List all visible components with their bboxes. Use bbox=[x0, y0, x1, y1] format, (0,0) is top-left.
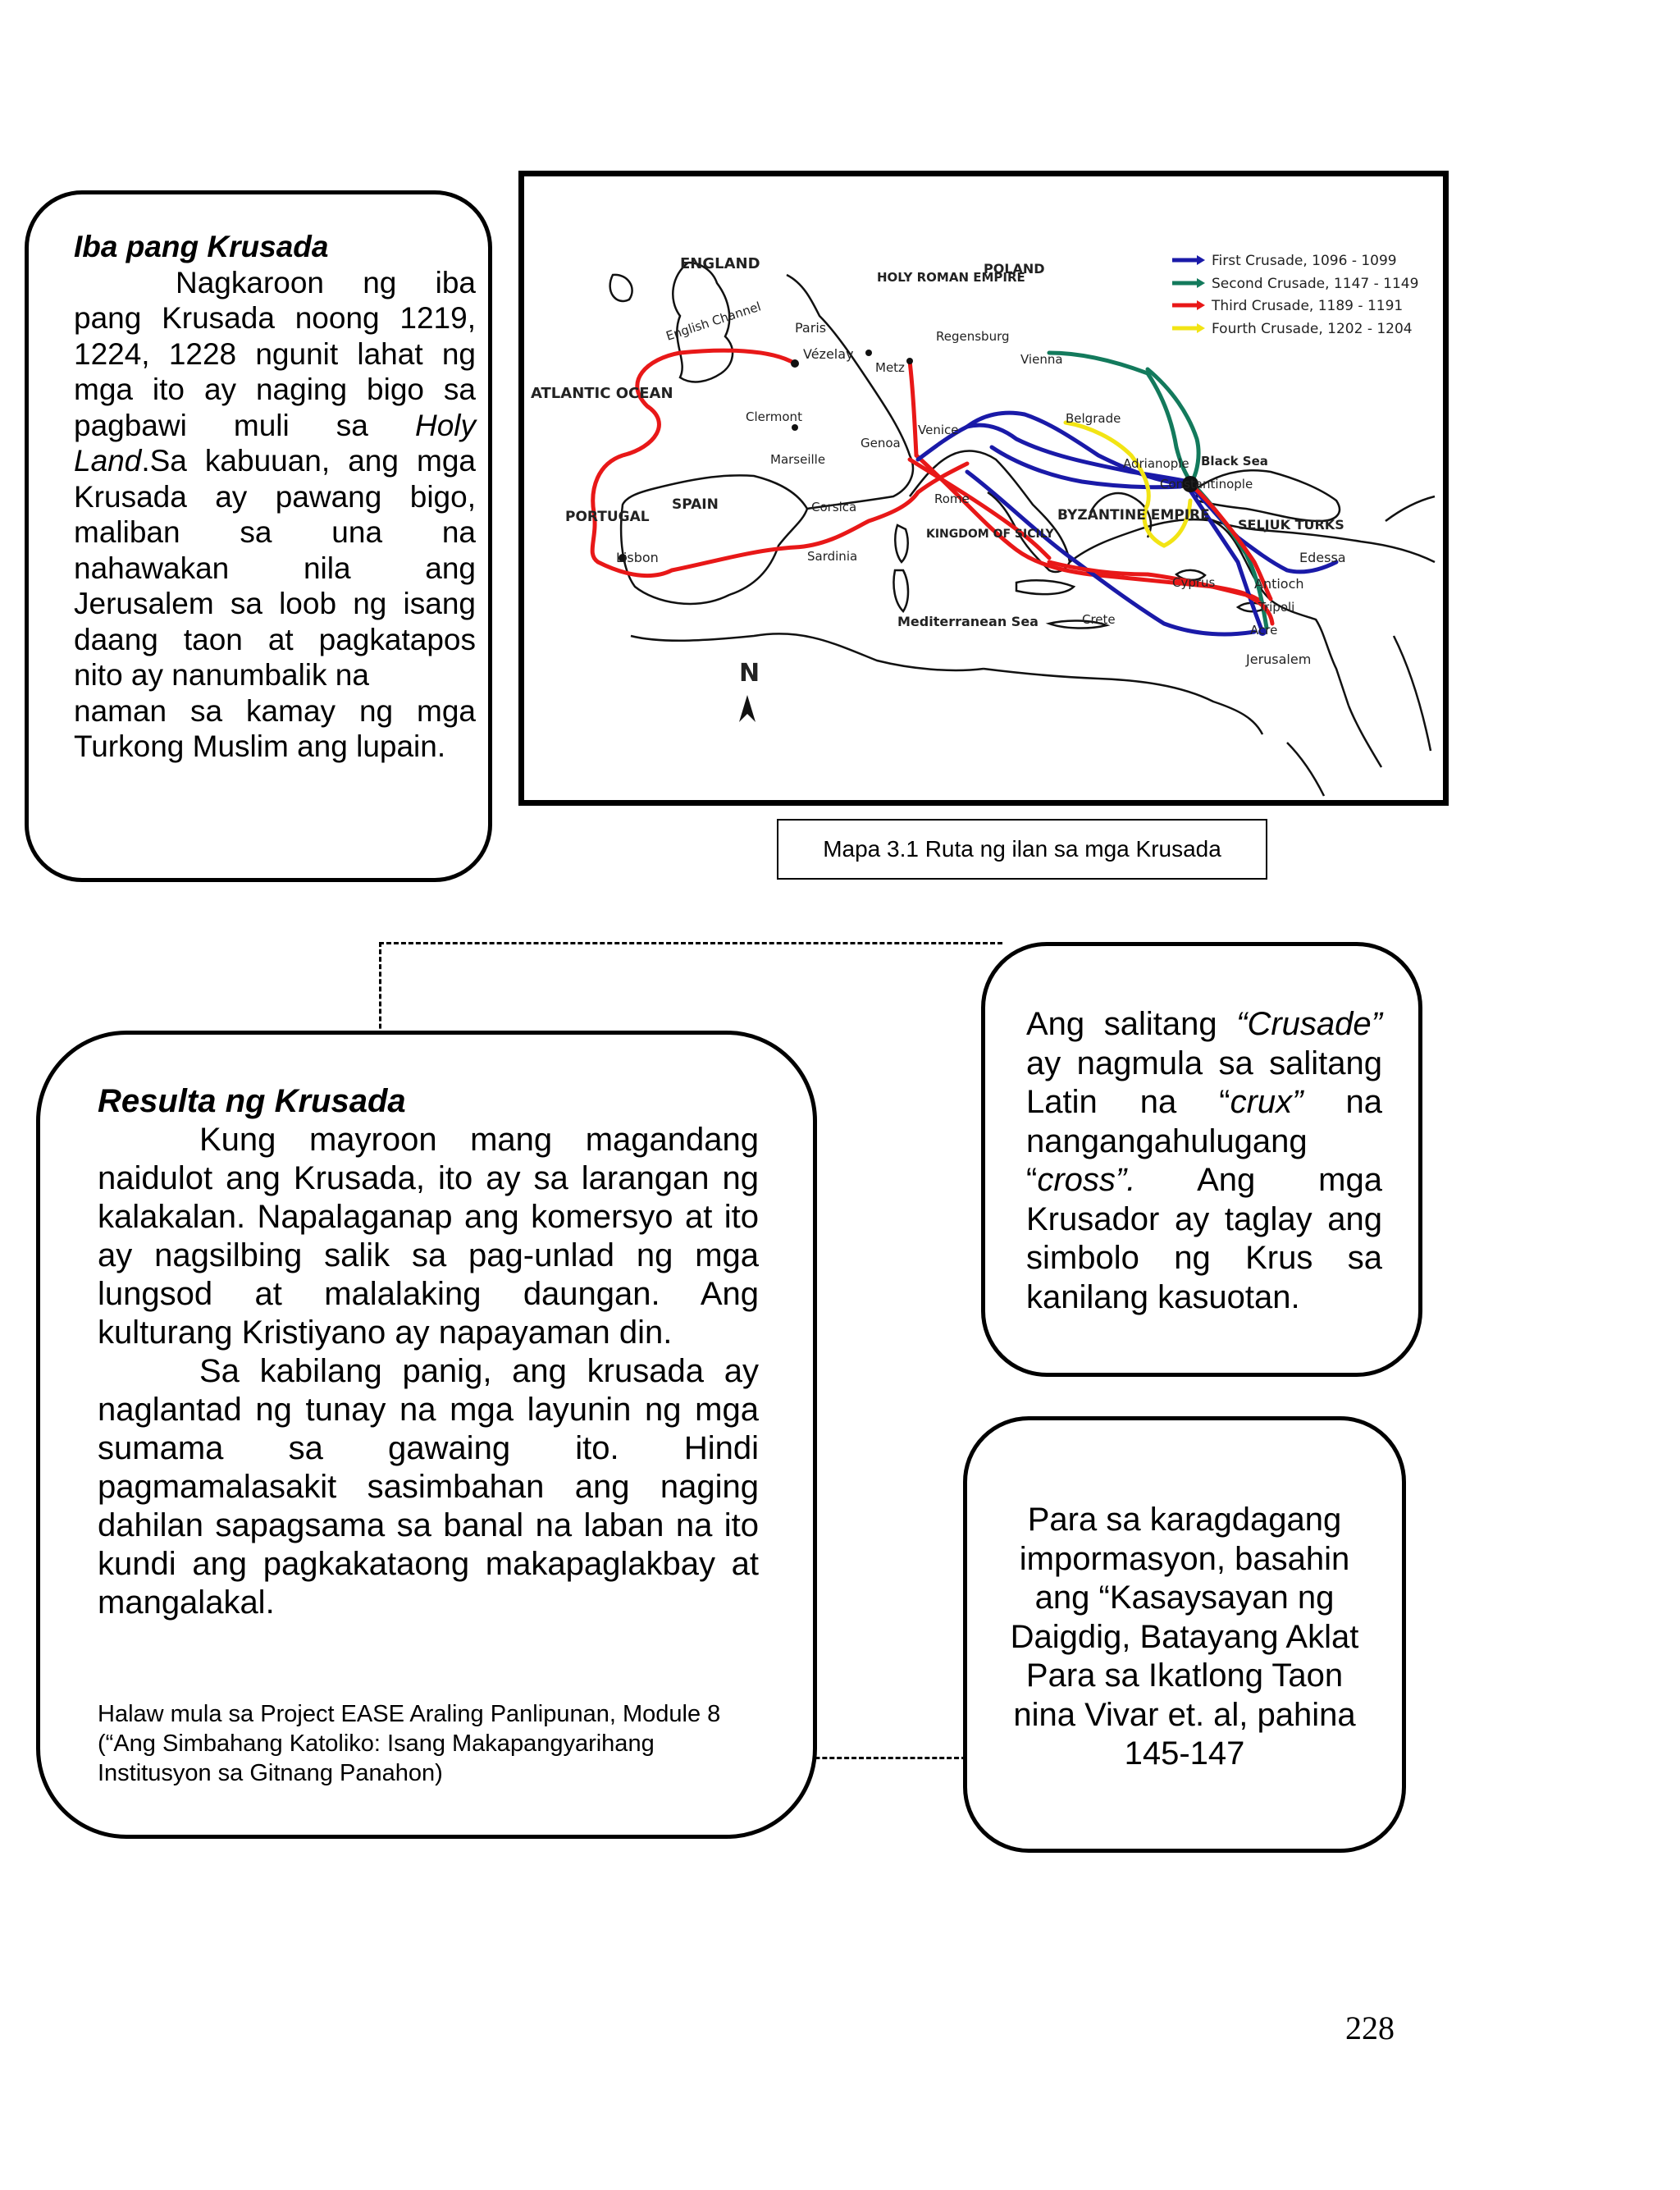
iba-pang-krusada-text bbox=[74, 229, 476, 765]
legend-third-crusade: Third Crusade, 1189 - 1191 bbox=[1212, 298, 1404, 314]
additional-info-box bbox=[963, 1416, 1406, 1853]
label-constantinople: Constantinople bbox=[1160, 477, 1253, 491]
label-paris: Paris bbox=[795, 320, 827, 336]
crusade-text-4: Ang mga Krusador ay taglay ang simbolo ng Krus sa kanilang kasuotan. bbox=[1026, 1162, 1382, 1315]
iba-text-part1: Nagkaroon ng iba pang Krusada noong 1219, 1224, 1228 ngunit lahat ng mga ito ay naging bigo sa pagbawi muli sa bbox=[74, 265, 476, 442]
resulta-text bbox=[98, 1082, 759, 1622]
map-legend bbox=[1172, 253, 1418, 337]
crusade-text-2: ay nagmula sa salitang Latin na “ bbox=[1026, 1045, 1382, 1120]
iba-pang-krusada-paragraph bbox=[74, 265, 476, 693]
additional-info-text: Para sa karagdagang impormasyon, basahin ang “Kasaysayan ng Daigdig, Batayang Aklat Para sa Ikatlong Taon nina Vivar et. al, pahina 145-147 bbox=[1010, 1502, 1359, 1772]
label-mediterranean-sea: Mediterranean Sea bbox=[897, 614, 1039, 629]
crusade-text-3: na nangangahulugang “ bbox=[1026, 1084, 1382, 1198]
holy-land-term: Holy Land bbox=[74, 408, 476, 478]
label-atlantic-ocean: ATLANTIC OCEAN bbox=[531, 385, 673, 402]
label-vienna: Vienna bbox=[1020, 352, 1063, 367]
label-antioch: Antioch bbox=[1254, 576, 1304, 592]
label-sardinia: Sardinia bbox=[807, 549, 858, 564]
crusade-text-1: Ang salitang bbox=[1026, 1006, 1237, 1042]
label-lisbon: Lisbon bbox=[616, 550, 659, 565]
crux-term: crux” bbox=[1230, 1084, 1303, 1120]
legend-second-crusade: Second Crusade, 1147 - 1149 bbox=[1212, 276, 1419, 292]
iba-pang-krusada-paragraph-end: naman sa kamay ng mga Turkong Muslim ang lupain. bbox=[74, 693, 476, 763]
label-kingdom-of-sicily: KINGDOM OF SICILY bbox=[926, 528, 1054, 541]
label-rome: Rome bbox=[934, 491, 970, 506]
label-portugal: PORTUGAL bbox=[565, 509, 650, 525]
map-drawing bbox=[524, 176, 1443, 800]
connector-top-horizontal bbox=[379, 942, 1002, 944]
label-clermont: Clermont bbox=[746, 409, 802, 424]
resulta-title: Resulta ng Krusada bbox=[98, 1083, 406, 1119]
cross-term: cross”. bbox=[1037, 1162, 1136, 1198]
resulta-paragraph-1: Kung mayroon mang magandang naidulot ang Krusada, ito ay sa larangan ng kalakalan. Napalaganap ang komersyo at ito ay nagsilbing salik sa pag-unlad ng mga lungsod at malalaking daungan. Ang kulturang Kristiyano ay napayaman din. bbox=[98, 1122, 759, 1351]
label-crete: Crete bbox=[1082, 612, 1116, 627]
crusade-term: “Crusade” bbox=[1236, 1006, 1382, 1042]
label-marseille: Marseille bbox=[770, 452, 826, 467]
label-holy-roman-empire: HOLY ROMAN EMPIRE bbox=[877, 270, 1025, 285]
resulta-source-citation: Halaw mula sa Project EASE Araling Panlipunan, Module 8 (“Ang Simbahang Katoliko: Isang Makapangyarihang Institusyon sa Gitnang Panahon) bbox=[98, 1701, 721, 1786]
label-venice: Venice bbox=[918, 423, 959, 437]
legend-fourth-crusade: Fourth Crusade, 1202 - 1204 bbox=[1212, 321, 1413, 337]
map-caption: Mapa 3.1 Ruta ng ilan sa mga Krusada bbox=[777, 819, 1267, 880]
iba-text-part2: .Sa kabuuan, ang mga Krusada ay pawang bigo, maliban sa una na nahawakan nila ang Jerusalem sa loob ng isang daang taon at pagkatapos nito ay nanumbalik na bbox=[74, 444, 476, 692]
crusade-routes-map bbox=[518, 171, 1449, 806]
label-byzantine-empire: BYZANTINE EMPIRE bbox=[1057, 507, 1210, 523]
label-metz: Metz bbox=[875, 360, 905, 375]
label-seljuk-turks: SELJUK TURKS bbox=[1238, 517, 1344, 533]
north-arrow-icon bbox=[739, 695, 756, 722]
label-belgrade: Belgrade bbox=[1066, 411, 1121, 426]
label-spain: SPAIN bbox=[672, 496, 719, 513]
resulta-ng-krusada-box bbox=[36, 1031, 817, 1839]
label-acre: Acre bbox=[1250, 623, 1278, 638]
label-english-channel: English Channel bbox=[664, 299, 763, 344]
label-vezelay: Vézelay bbox=[803, 346, 854, 362]
label-cyprus: Cyprus bbox=[1172, 575, 1216, 590]
label-england: ENGLAND bbox=[680, 255, 760, 272]
label-black-sea: Black Sea bbox=[1201, 454, 1268, 469]
label-jerusalem: Jerusalem bbox=[1246, 652, 1312, 667]
iba-pang-krusada-box bbox=[25, 190, 492, 882]
legend-first-crusade: First Crusade, 1096 - 1099 bbox=[1212, 253, 1397, 269]
label-adrianople: Adrianople bbox=[1123, 456, 1189, 471]
label-poland: POLAND bbox=[984, 261, 1045, 277]
iba-pang-krusada-title: Iba pang Krusada bbox=[74, 230, 329, 263]
crusade-definition-box bbox=[981, 942, 1422, 1377]
label-corsica: Corsica bbox=[811, 500, 857, 514]
north-label: N bbox=[739, 659, 760, 688]
label-edessa: Edessa bbox=[1299, 550, 1346, 565]
label-genoa: Genoa bbox=[861, 436, 901, 450]
resulta-paragraph-2: Sa kabilang panig, ang krusada ay naglantad ng tunay na mga layunin ng mga sumama sa gawaing ito. Hindi pagmamalasakit sasimbahan ang naging dahilan sapagsama sa banal na laban na ito kundi ang pagkakataong makapaglakbay at mangalakal. bbox=[98, 1353, 759, 1621]
label-regensburg: Regensburg bbox=[936, 329, 1010, 344]
page-number: 228 bbox=[1345, 2009, 1395, 2046]
label-tripoli: Tripoli bbox=[1258, 600, 1295, 615]
crusade-definition-text bbox=[1026, 1005, 1382, 1317]
